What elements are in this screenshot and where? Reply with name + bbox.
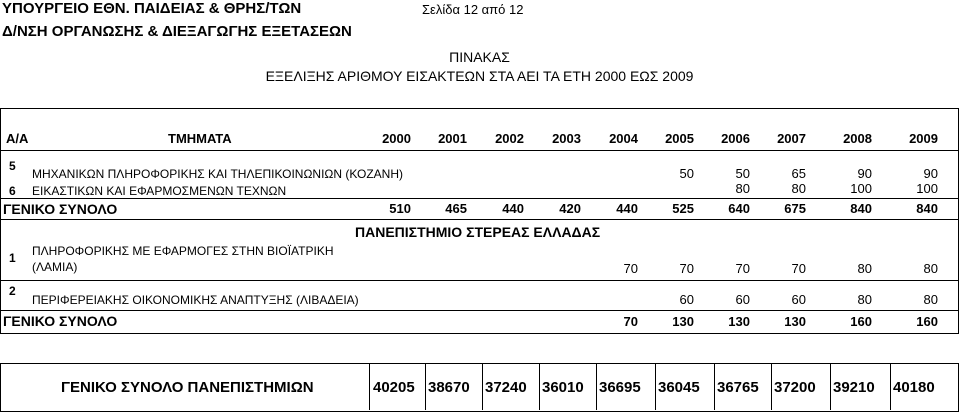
grand-total-separator — [369, 364, 370, 410]
grand-total-cell: 37240 — [485, 379, 527, 396]
section2-total-label: ΓΕΝΙΚΟ ΣΥΝΟΛΟ — [3, 313, 118, 329]
row-index: 2 — [9, 284, 16, 298]
row-dept-name: ΜΗΧΑΝΙΚΩΝ ΠΛΗΡΟΦΟΡΙΚΗΣ ΚΑΙ ΤΗΛΕΠΙΚΟΙΝΩΝΙΩΝ (ΚΟΖΑΝΗ) — [32, 167, 404, 181]
value-cell: 440 — [616, 201, 638, 216]
header-divider — [0, 150, 959, 151]
col-index-header: Α/Α — [6, 131, 29, 146]
value-cell: 60 — [791, 292, 806, 307]
value-cell: 2003 — [552, 131, 581, 146]
grand-total-cell: 40205 — [373, 379, 415, 396]
value-cell: 80 — [923, 292, 938, 307]
value-cell: 840 — [916, 201, 938, 216]
report-subtitle: ΕΞΕΛΙΞΗΣ ΑΡΙΘΜΟΥ ΕΙΣΑΚΤΕΩΝ ΣΤΑ ΑΕΙ ΤΑ ΕΤΗ 2000 ΕΩΣ 2009 — [265, 68, 694, 84]
value-cell: 130 — [728, 314, 750, 329]
value-cell: 70 — [679, 261, 694, 276]
value-cell: 2008 — [843, 131, 872, 146]
value-cell: 2007 — [777, 131, 806, 146]
value-cell: 2006 — [721, 131, 750, 146]
grand-total-label: ΓΕΝΙΚΟ ΣΥΝΟΛΟ ΠΑΝΕΠΙΣΤΗΜΙΩΝ — [61, 379, 314, 396]
ministry-title: ΥΠΟΥΡΓΕΙΟ ΕΘΝ. ΠΑΙΔΕΙΑΣ & ΘΡΗΣ/ΤΩΝ — [2, 0, 302, 17]
col-dept-header: ΤΜΗΜΑΤΑ — [168, 131, 232, 146]
university-name: ΠΑΝΕΠΙΣΤΗΜΙΟ ΣΤΕΡΕΑΣ ΕΛΛΑΔΑΣ — [355, 224, 601, 240]
value-cell: 50 — [679, 166, 694, 181]
grand-total-separator — [771, 364, 772, 410]
value-cell: 2002 — [495, 131, 524, 146]
grand-total-separator — [655, 364, 656, 410]
grand-total-separator — [482, 364, 483, 410]
section1-total-label: ΓΕΝΙΚΟ ΣΥΝΟΛΟ — [3, 201, 118, 217]
grand-total-separator — [890, 364, 891, 410]
value-cell: 420 — [559, 201, 581, 216]
row-divider — [0, 280, 959, 281]
value-cell: 70 — [791, 261, 806, 276]
row-dept-name: ΠΕΡΙΦΕΡΕΙΑΚΗΣ ΟΙΚΟΝΟΜΙΚΗΣ ΑΝΑΠΤΥΞΗΣ (ΛΙΒΑΔΕΙΑ) — [32, 293, 359, 307]
value-cell: 90 — [923, 166, 938, 181]
row-dept-name-cont: (ΛΑΜΙΑ) — [32, 260, 78, 274]
value-cell: 60 — [735, 292, 750, 307]
value-cell: 80 — [923, 261, 938, 276]
value-cell: 2004 — [609, 131, 638, 146]
value-cell: 80 — [857, 292, 872, 307]
page-number: Σελίδα 12 από 12 — [422, 2, 524, 17]
value-cell: 160 — [916, 314, 938, 329]
grand-total-cell: 36695 — [599, 379, 641, 396]
value-cell: 510 — [389, 201, 411, 216]
grand-total-cell: 38670 — [428, 379, 470, 396]
row-divider — [0, 219, 959, 220]
value-cell: 525 — [672, 201, 694, 216]
row-divider — [0, 310, 959, 311]
value-cell: 2009 — [909, 131, 938, 146]
grand-total-cell: 36045 — [658, 379, 700, 396]
row-dept-name: ΠΛΗΡΟΦΟΡΙΚΗΣ ΜΕ ΕΦΑΡΜΟΓΕΣ ΣΤΗΝ ΒΙΟΪΑΤΡΙΚΗ — [32, 244, 334, 258]
value-cell: 130 — [672, 314, 694, 329]
grand-total-cell: 37200 — [774, 379, 816, 396]
grand-total-separator — [539, 364, 540, 410]
value-cell: 130 — [784, 314, 806, 329]
row-dept-name: ΕΙΚΑΣΤΙΚΩΝ ΚΑΙ ΕΦΑΡΜΟΣΜΕΝΩΝ ΤΕΧΝΩΝ — [32, 184, 287, 198]
value-cell: 50 — [735, 166, 750, 181]
value-cell: 70 — [735, 261, 750, 276]
value-cell: 80 — [791, 181, 806, 196]
table-left-border — [0, 108, 1, 334]
value-cell: 65 — [791, 166, 806, 181]
value-cell: 2001 — [438, 131, 467, 146]
value-cell: 80 — [735, 181, 750, 196]
value-cell: 80 — [857, 261, 872, 276]
value-cell: 160 — [850, 314, 872, 329]
row-divider — [0, 198, 959, 199]
value-cell: 100 — [850, 181, 872, 196]
value-cell: 90 — [857, 166, 872, 181]
table-bottom-border — [0, 333, 959, 334]
table-top-border — [0, 108, 959, 109]
row-index: 6 — [9, 184, 16, 198]
row-index: 1 — [9, 251, 16, 265]
grand-total-cell: 36765 — [717, 379, 759, 396]
grand-total-cell: 40180 — [893, 379, 935, 396]
value-cell: 840 — [850, 201, 872, 216]
value-cell: 2005 — [665, 131, 694, 146]
directorate-title: Δ/ΝΣΗ ΟΡΓΑΝΩΣΗΣ & ΔΙΕΞΑΓΩΓΗΣ ΕΞΕΤΑΣΕΩΝ — [2, 23, 352, 40]
value-cell: 70 — [623, 314, 638, 329]
grand-total-separator — [596, 364, 597, 410]
value-cell: 70 — [623, 261, 638, 276]
value-cell: 640 — [728, 201, 750, 216]
report-title: ΠΙΝΑΚΑΣ — [449, 49, 510, 65]
grand-total-separator — [714, 364, 715, 410]
value-cell: 675 — [784, 201, 806, 216]
row-index: 5 — [9, 159, 16, 173]
value-cell: 465 — [445, 201, 467, 216]
value-cell: 2000 — [382, 131, 411, 146]
grand-total-separator — [830, 364, 831, 410]
value-cell: 100 — [916, 181, 938, 196]
grand-total-cell: 36010 — [542, 379, 584, 396]
grand-total-separator — [425, 364, 426, 410]
value-cell: 440 — [502, 201, 524, 216]
value-cell: 60 — [679, 292, 694, 307]
grand-total-cell: 39210 — [833, 379, 875, 396]
